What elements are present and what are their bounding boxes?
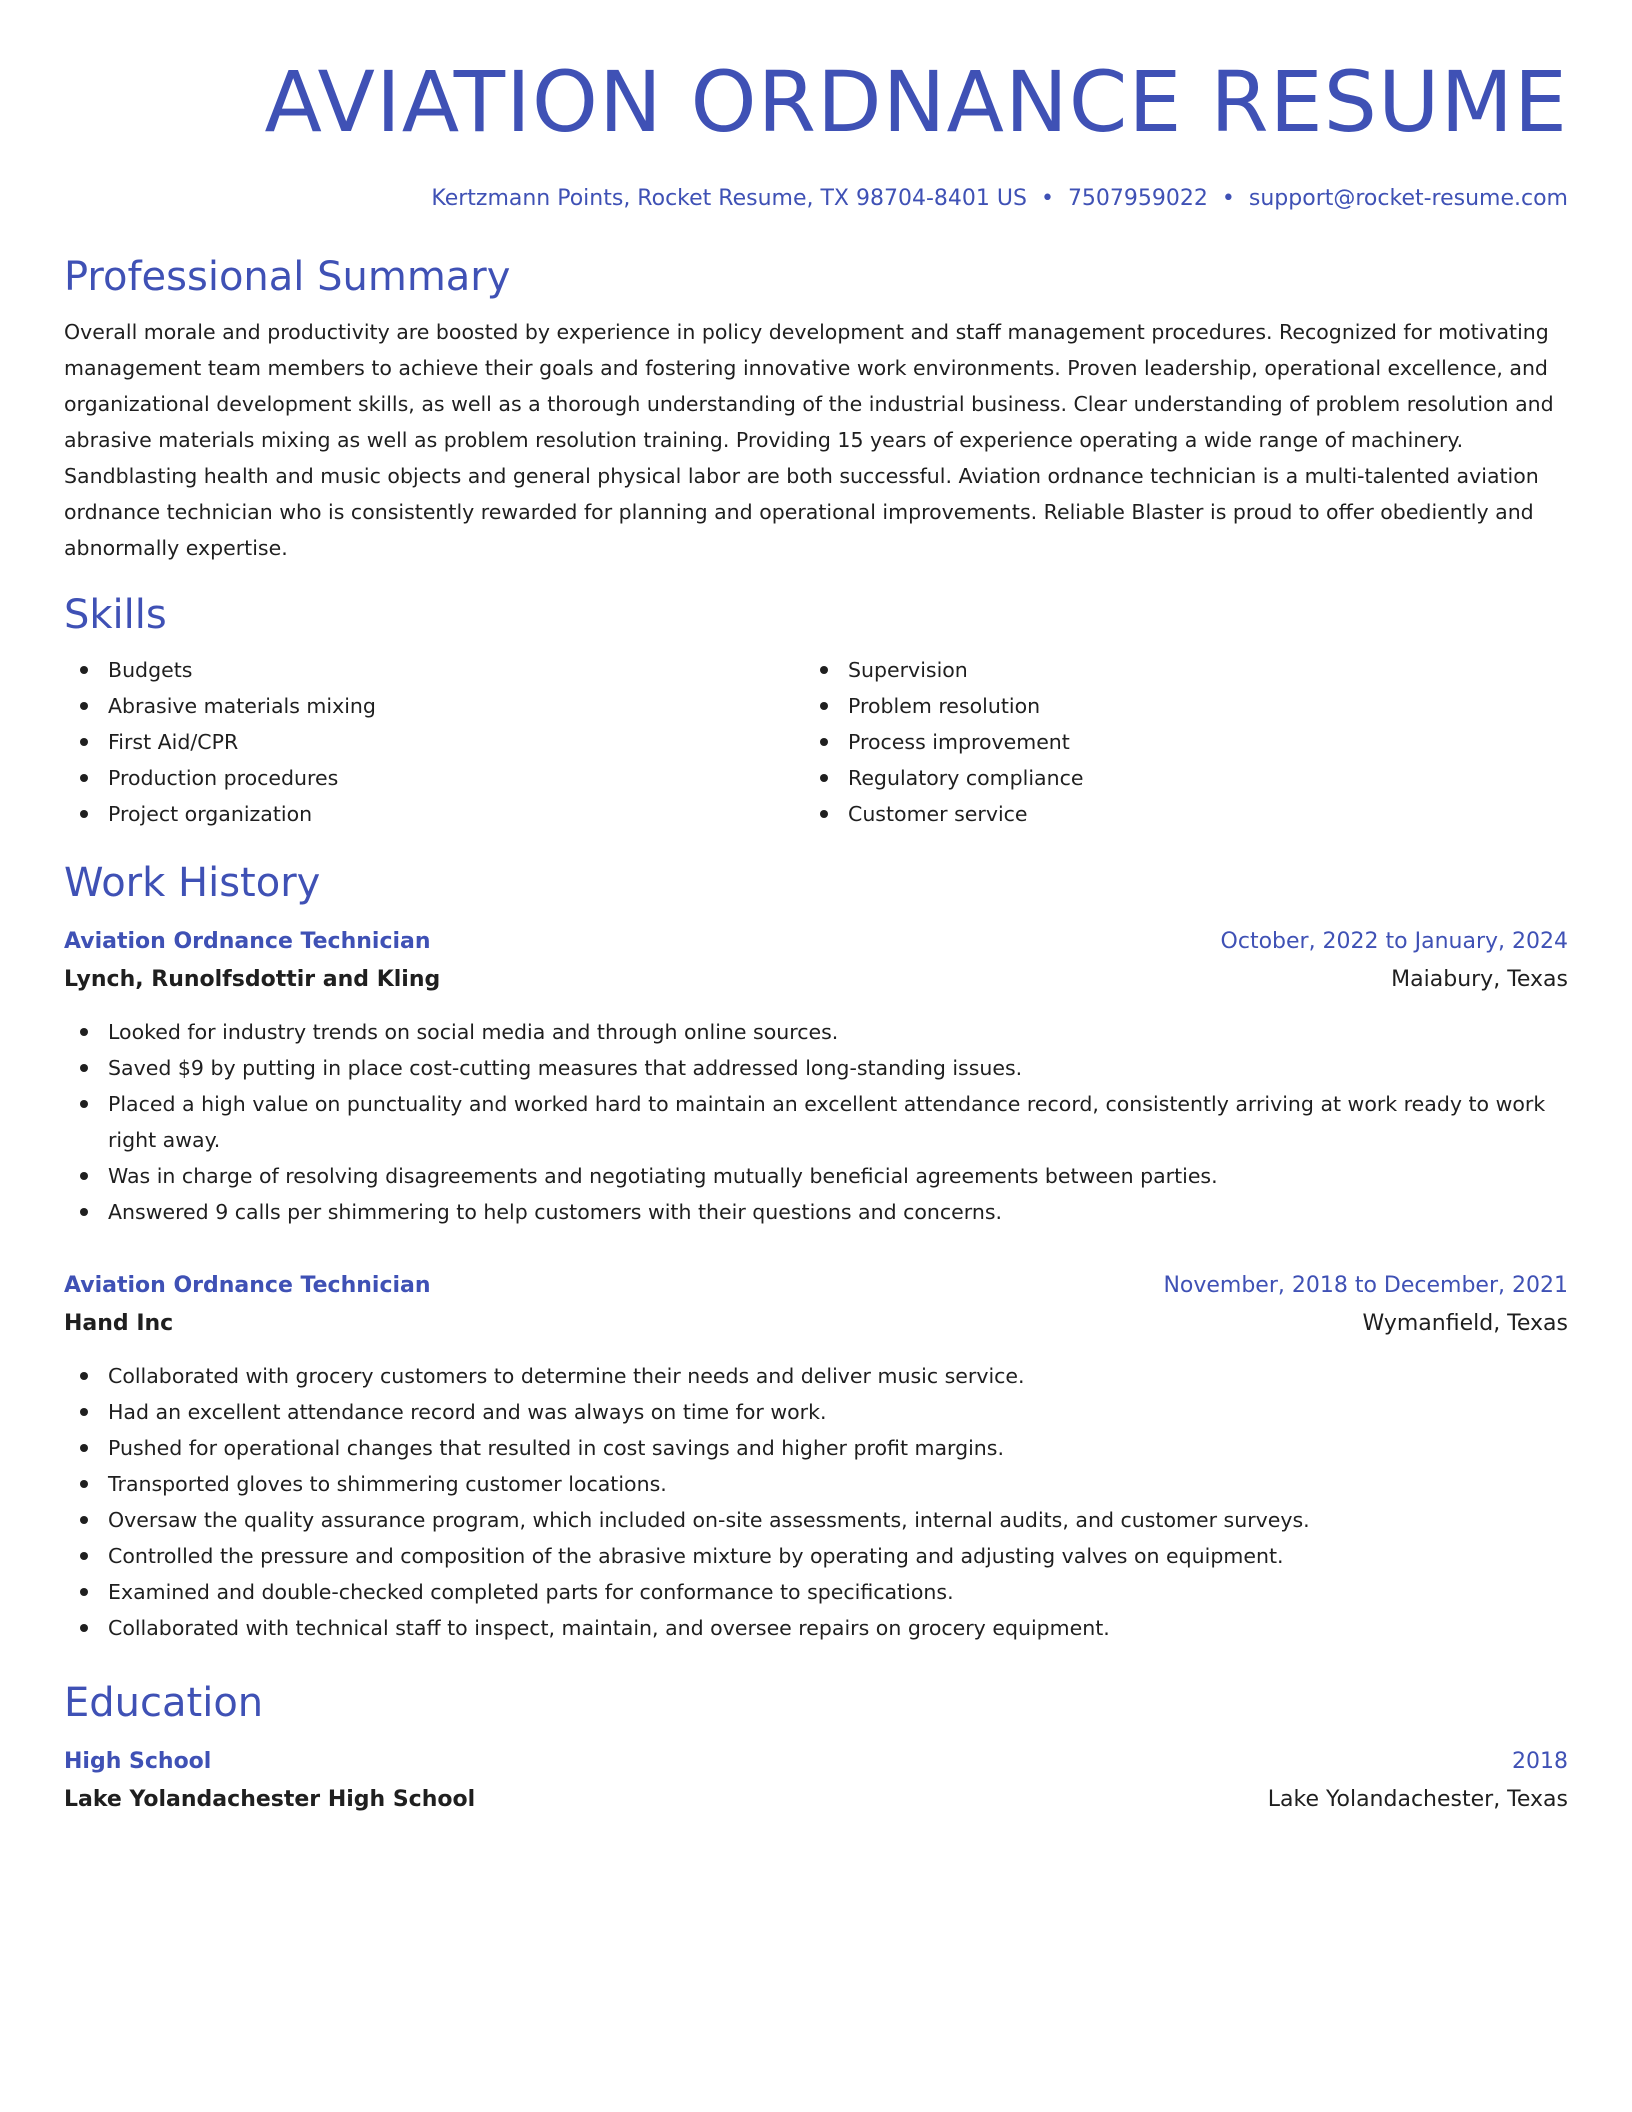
skills-section [64,590,1568,832]
job-duty: Answered 9 calls per shimmering to help customers with their questions and concerns. [64,1194,1568,1230]
job-duty: Placed a high value on punctuality and worked hard to maintain an excellent attendance record, consistently arriving at work ready to work right away. [64,1086,1568,1158]
school-location: Lake Yolandachester, Texas [1267,1787,1568,1812]
contact-line [64,184,1568,214]
skill-item: Project organization [64,796,804,832]
skill-item: Budgets [64,652,804,688]
education-entry [64,1746,1568,1816]
summary-text: Overall morale and productivity are boosted by experience in policy development and staff management procedures. Recognized for motivating management team members to achieve their goals and fostering innovative work environments. Proven leadership, operational excellence, and organizational development skills, as well as a thorough understanding of the industrial business. Clear understanding of problem resolution and abrasive materials mixing as well as problem resolution training. Providing 15 years of experience operating a wide range of machinery. Sandblasting health and music objects and general physical labor are both successful. Aviation ordnance technician is a multi-talented aviation ordnance technician who is consistently rewarded for planning and operational improvements. Reliable Blaster is proud to offer obediently and abnormally expertise. [64,320,1554,560]
summary-section [64,252,1568,566]
skill-item: Abrasive materials mixing [64,688,804,724]
job-duty: Was in charge of resolving disagreements and negotiating mutually beneficial agreements between parties. [64,1158,1568,1194]
company-name: Hand Inc [64,1311,174,1336]
job-location: Wymanfield, Texas [1362,1311,1568,1336]
job-duty: Had an excellent attendance record and was always on time for work. [64,1394,1568,1430]
resume-title: AVIATION ORDNANCE RESUME [264,53,1568,151]
contact-separator: • [1040,186,1054,211]
skills-columns [64,652,1568,832]
degree-row [64,1746,1568,1778]
job-duty: Controlled the pressure and composition of the abrasive mixture by operating and adjusting valves on equipment. [64,1538,1568,1574]
job-duty: Collaborated with grocery customers to determine their needs and deliver music service. [64,1358,1568,1394]
job-duties-list [64,1358,1568,1646]
resume-header [64,52,1568,214]
job-title: Aviation Ordnance Technician [64,929,431,954]
job-entry [64,926,1568,1230]
education-heading: Education [64,1680,264,1726]
company-name: Lynch, Runolfsdottir and Kling [64,967,441,992]
skill-item: First Aid/CPR [64,724,804,760]
school-row [64,1784,1568,1816]
job-title-row [64,926,1568,958]
work-history-section [64,858,1568,1646]
job-duties-list [64,1014,1568,1230]
job-entry [64,1270,1568,1646]
job-duty: Pushed for operational changes that resulted in cost savings and higher profit margins. [64,1430,1568,1466]
graduation-year: 2018 [1512,1749,1568,1774]
skills-list-right [804,652,1544,832]
job-location: Maiabury, Texas [1391,967,1568,992]
skill-item: Customer service [804,796,1544,832]
work-history-heading: Work History [64,860,321,906]
summary-heading: Professional Summary [64,254,511,300]
education-section [64,1678,1568,1816]
company-row [64,964,1568,996]
contact-phone: 7507959022 [1067,186,1208,211]
job-title: Aviation Ordnance Technician [64,1273,431,1298]
job-duty: Collaborated with technical staff to inspect, maintain, and oversee repairs on grocery equipment. [64,1610,1568,1646]
skill-item: Process improvement [804,724,1544,760]
job-duty: Examined and double-checked completed parts for conformance to specifications. [64,1574,1568,1610]
skill-item: Regulatory compliance [804,760,1544,796]
job-dates: October, 2022 to January, 2024 [1220,929,1568,954]
school-name: Lake Yolandachester High School [64,1787,476,1812]
contact-address: Kertzmann Points, Rocket Resume, TX 98704-8401 US [431,186,1027,211]
skills-list-left [64,652,804,832]
job-dates: November, 2018 to December, 2021 [1163,1273,1568,1298]
contact-email[interactable]: support@rocket-resume.com [1248,186,1568,211]
skills-heading: Skills [64,592,167,638]
job-duty: Oversaw the quality assurance program, which included on-site assessments, internal audits, and customer surveys. [64,1502,1568,1538]
job-duty: Saved $9 by putting in place cost-cutting measures that addressed long-standing issues. [64,1050,1568,1086]
degree: High School [64,1749,212,1774]
job-title-row [64,1270,1568,1302]
skill-item: Supervision [804,652,1544,688]
skill-item: Production procedures [64,760,804,796]
job-duty: Looked for industry trends on social media and through online sources. [64,1014,1568,1050]
job-duty: Transported gloves to shimmering customer locations. [64,1466,1568,1502]
skill-item: Problem resolution [804,688,1544,724]
company-row [64,1308,1568,1340]
contact-separator: • [1221,186,1235,211]
